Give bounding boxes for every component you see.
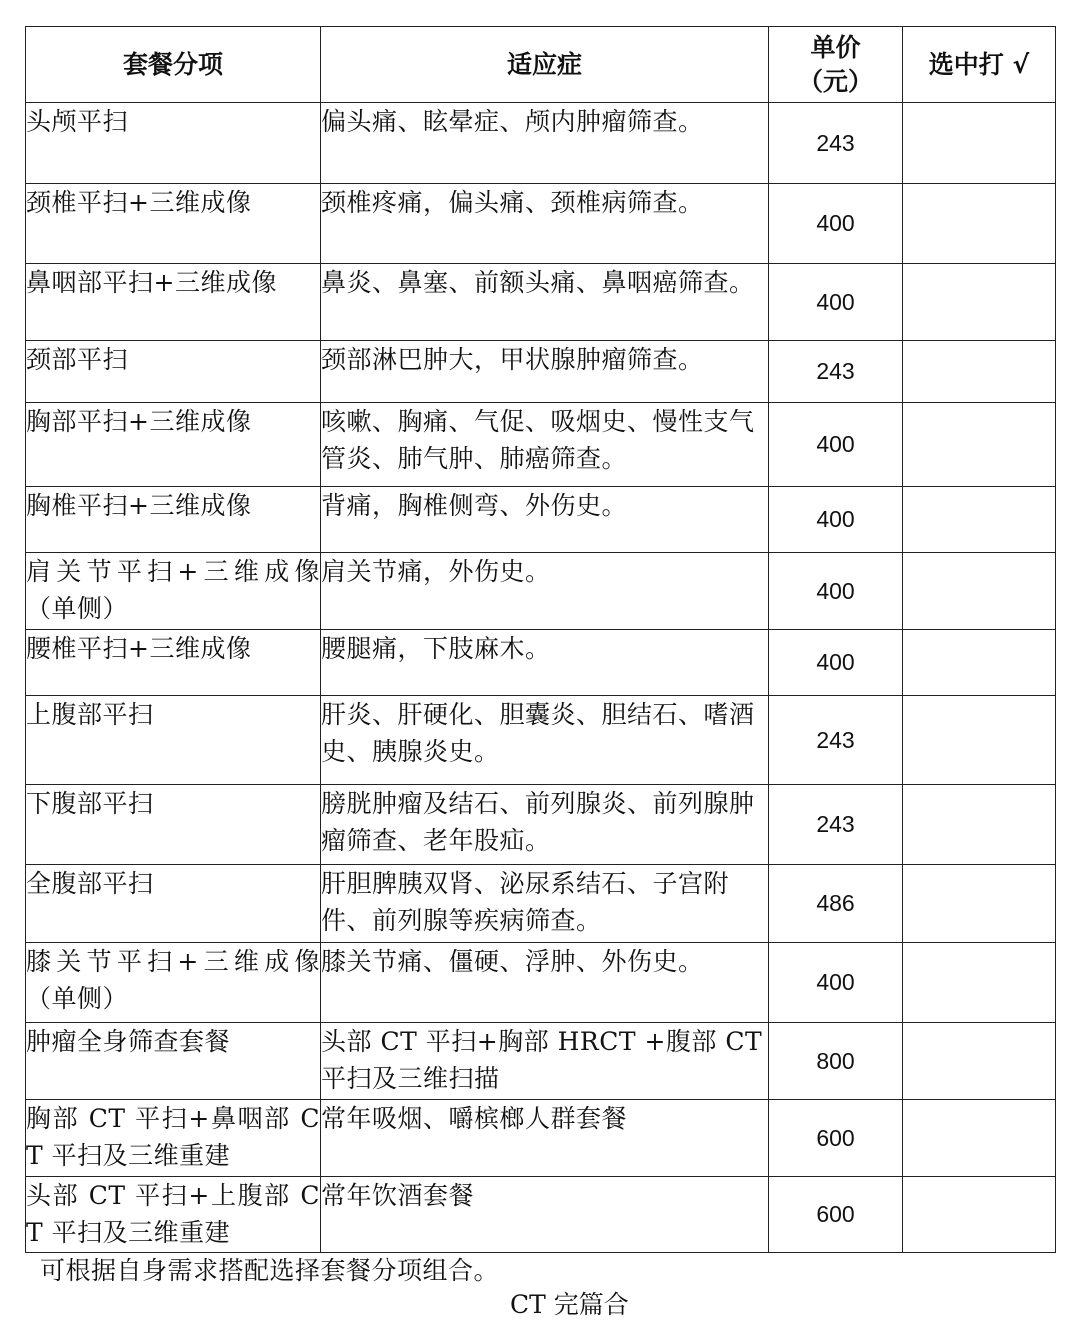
row-indication: 肝胆脾胰双肾、泌尿系结石、子宫附件、前列腺等疾病筛查。 <box>321 865 769 943</box>
row-select-cell[interactable] <box>903 341 1056 403</box>
table-row <box>26 1023 1056 1100</box>
row-indication: 常年饮酒套餐 <box>321 1177 769 1253</box>
row-indication: 颈椎疼痛，偏头痛、颈椎病筛查。 <box>321 184 769 264</box>
row-indication: 肝炎、肝硬化、胆囊炎、胆结石、嗜酒史、胰腺炎史。 <box>321 696 769 785</box>
table-row <box>26 103 1056 184</box>
row-item: 胸部 CT 平扫+鼻咽部 CT 平扫及三维重建 <box>26 1100 321 1177</box>
row-select-cell[interactable] <box>903 865 1056 943</box>
row-indication: 常年吸烟、嚼槟榔人群套餐 <box>321 1100 769 1177</box>
row-select-cell[interactable] <box>903 943 1056 1023</box>
row-select-cell[interactable] <box>903 630 1056 696</box>
row-indication: 肩关节痛，外伤史。 <box>321 553 769 630</box>
table-row <box>26 184 1056 264</box>
row-price: 400 <box>769 184 903 264</box>
row-indication: 颈部淋巴肿大，甲状腺肿瘤筛查。 <box>321 341 769 403</box>
row-select-cell[interactable] <box>903 403 1056 487</box>
row-price: 400 <box>769 264 903 341</box>
row-item: 肿瘤全身筛查套餐 <box>26 1023 321 1100</box>
row-select-cell[interactable] <box>903 103 1056 184</box>
row-price: 600 <box>769 1100 903 1177</box>
row-price: 243 <box>769 696 903 785</box>
row-indication: 头部 CT 平扫+胸部 HRCT +腹部 CT 平扫及三维扫描 <box>321 1023 769 1100</box>
table-row <box>26 553 1056 630</box>
table-row <box>26 487 1056 553</box>
row-select-cell[interactable] <box>903 1023 1056 1100</box>
row-indication: 膝关节痛、僵硬、浮肿、外伤史。 <box>321 943 769 1023</box>
header-price-line1: 单价 <box>810 32 861 62</box>
table-row <box>26 785 1056 865</box>
table-header-row <box>26 27 1056 103</box>
table-row <box>26 865 1056 943</box>
cutoff-heading: CT 完篇合 <box>510 1290 629 1319</box>
row-indication: 偏头痛、眩晕症、颅内肿瘤筛查。 <box>321 103 769 184</box>
row-select-cell[interactable] <box>903 264 1056 341</box>
row-item: 上腹部平扫 <box>26 696 321 785</box>
header-indication: 适应症 <box>321 27 769 103</box>
row-indication: 腰腿痛，下肢麻木。 <box>321 630 769 696</box>
row-item: 腰椎平扫+三维成像 <box>26 630 321 696</box>
ct-package-table <box>25 26 1056 1253</box>
table-row <box>26 943 1056 1023</box>
row-select-cell[interactable] <box>903 487 1056 553</box>
row-price: 243 <box>769 103 903 184</box>
row-item: 膝关节平扫+三维成像（单侧） <box>26 943 321 1023</box>
header-item: 套餐分项 <box>26 27 321 103</box>
header-price-line2: （元） <box>797 66 873 96</box>
row-indication: 膀胱肿瘤及结石、前列腺炎、前列腺肿瘤筛查、老年股疝。 <box>321 785 769 865</box>
row-item: 胸部平扫+三维成像 <box>26 403 321 487</box>
row-price: 400 <box>769 630 903 696</box>
table-row <box>26 1100 1056 1177</box>
table-row <box>26 630 1056 696</box>
row-select-cell[interactable] <box>903 1100 1056 1177</box>
row-indication: 鼻炎、鼻塞、前额头痛、鼻咽癌筛查。 <box>321 264 769 341</box>
row-price: 243 <box>769 341 903 403</box>
row-price: 400 <box>769 487 903 553</box>
row-indication: 背痛，胸椎侧弯、外伤史。 <box>321 487 769 553</box>
row-indication: 咳嗽、胸痛、气促、吸烟史、慢性支气管炎、肺气肿、肺癌筛查。 <box>321 403 769 487</box>
table-row <box>26 341 1056 403</box>
footnote: 可根据自身需求搭配选择套餐分项组合。 <box>40 1256 500 1285</box>
row-price: 600 <box>769 1177 903 1253</box>
row-price: 400 <box>769 403 903 487</box>
row-select-cell[interactable] <box>903 785 1056 865</box>
row-price: 400 <box>769 943 903 1023</box>
row-item: 胸椎平扫+三维成像 <box>26 487 321 553</box>
row-select-cell[interactable] <box>903 1177 1056 1253</box>
row-item: 鼻咽部平扫+三维成像 <box>26 264 321 341</box>
row-item: 全腹部平扫 <box>26 865 321 943</box>
row-item: 颈椎平扫+三维成像 <box>26 184 321 264</box>
row-select-cell[interactable] <box>903 696 1056 785</box>
header-select: 选中打 √ <box>903 27 1056 103</box>
row-select-cell[interactable] <box>903 553 1056 630</box>
row-price: 400 <box>769 553 903 630</box>
row-price: 800 <box>769 1023 903 1100</box>
row-item: 下腹部平扫 <box>26 785 321 865</box>
row-item: 颈部平扫 <box>26 341 321 403</box>
table-row <box>26 264 1056 341</box>
row-item: 肩关节平扫+三维成像（单侧） <box>26 553 321 630</box>
table-row <box>26 696 1056 785</box>
header-price <box>769 27 903 103</box>
table-row <box>26 1177 1056 1253</box>
row-price: 243 <box>769 785 903 865</box>
row-price: 486 <box>769 865 903 943</box>
row-item: 头部 CT 平扫+上腹部 CT 平扫及三维重建 <box>26 1177 321 1253</box>
table-row <box>26 403 1056 487</box>
row-select-cell[interactable] <box>903 184 1056 264</box>
row-item: 头颅平扫 <box>26 103 321 184</box>
